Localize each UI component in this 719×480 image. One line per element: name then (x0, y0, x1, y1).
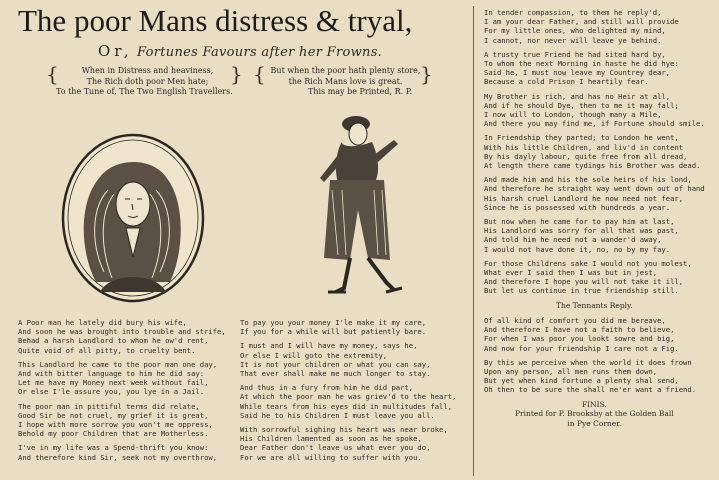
verse-line: A Poor man he lately did bury his wife, (18, 318, 187, 327)
stanza (484, 259, 705, 296)
subtitle-or: Or, (98, 42, 133, 60)
verse-line: Said he to his Children I must leave you all. (240, 410, 435, 420)
verse-line: For those Childrens sake I would not you molest, (484, 258, 692, 268)
reply-heading: The Tennants Reply. (556, 300, 633, 310)
verse-line: Of all kind of comfort you did me bereave, (484, 315, 666, 325)
stanza (240, 425, 456, 462)
stanza (484, 92, 705, 129)
verse-line: And therefore he straight way went down out of hand (484, 184, 705, 194)
verse-line: Quite void of all pitty, to cruelty bent. (18, 345, 196, 355)
imprint-line: Printed for P. Brooksby at the Golden Ball (515, 408, 674, 418)
verse-line: And if he should Dye, then to me it may fall; (484, 100, 679, 110)
verse-line: It is not your children or what you can say, (240, 359, 431, 369)
broadside-subtitle (98, 42, 382, 60)
finis: FINIS. (581, 399, 607, 409)
verse-line: I am your dear Father, and still will provide (484, 17, 679, 27)
verse-line: If you for a while will but patiently bare. (240, 327, 427, 337)
verse-left (60, 66, 235, 87)
verse-right-line: the Rich Mans love is great. (288, 76, 403, 86)
verse-line: But now when he came for to pay him at last, (484, 217, 675, 227)
verse-line: What ever I said then I was but in jest, (484, 268, 658, 278)
verse-line: And told him he need not a wander'd away, (484, 235, 662, 245)
subtitle-text: Fortunes Favours after her Frowns. (137, 45, 383, 60)
tune-line: To the Tune of, The Two English Travellers. (56, 87, 233, 96)
column-divider (473, 6, 474, 476)
verse-line: I would not have done it, no, no by my fay. (484, 244, 671, 254)
verse-line: In Friendship they parted; to London he went, (484, 133, 679, 143)
verse-line: And now for your friendship I care not a Fig. (484, 343, 679, 353)
verse-line: And thus in a fury from him he did part, (240, 383, 414, 393)
left-brace-icon: { (46, 62, 59, 86)
verse-line: And with bitter language to him he did say: (18, 369, 205, 379)
verse-line: And therefore I hope you will not take it ill, (484, 277, 684, 287)
walking-man-woodcut-icon (298, 110, 418, 300)
verse-line: I hope with more sorrow you won't me oppress, (18, 420, 213, 430)
verse-line: This Landlord he came to the poor man one day, (18, 359, 218, 369)
verse-line: To whom the next Morning in haste he did hye: (484, 59, 679, 69)
right-brace-icon: } (230, 62, 243, 86)
verse-line: I cannot, nor never will leave ye behind. (484, 35, 662, 45)
verse-right-line: But when the poor hath plenty store, (270, 66, 421, 75)
verse-left-line: When in Distress and heaviness, (81, 66, 214, 75)
verse-line: I must and I will have my money, says he, (240, 341, 418, 351)
verse-line: Upon any person, all men runs them down, (484, 366, 658, 376)
stanza (484, 8, 705, 45)
stanza (18, 443, 226, 461)
verse-line: Said he, I must now leave my Countrey dear, (484, 68, 671, 78)
stanza (484, 316, 705, 353)
verse-line: A trusty true Friend he had sited hard by, (484, 49, 666, 59)
verse-line: And therefore kind Sir, seek not my overthrow, (18, 452, 218, 462)
verse-line: My Brother is rich, and has no Heir at all, (484, 91, 671, 101)
verse-line: Behold my poor Children that are Motherless. (18, 429, 209, 439)
verse-line: Behad a harsh Landlord to whom he ow'd rent, (18, 336, 209, 346)
verse-line: I now will to London, though many a Mile, (484, 110, 662, 120)
stanza (484, 175, 705, 212)
verse-line: By this we perceive when the world it does frown (484, 357, 692, 367)
verse-line: Because a cold Prison I heartily fear. (484, 77, 649, 87)
verse-line: For my little ones, who delighted my mind, (484, 26, 666, 36)
verse-line: At which the poor man he was griev'd to the heart, (240, 392, 457, 402)
printer-imprint (484, 409, 705, 429)
verse-line: At length there came tydings his Brother was dead. (484, 161, 701, 171)
stanza (484, 358, 705, 395)
verse-right (258, 62, 433, 87)
text-column-middle (240, 318, 456, 467)
verse-line: But let us continue in true friendship still. (484, 286, 679, 296)
verse-line: For when I was poor you lookt sowre and big, (484, 334, 675, 344)
licence-line: This may be Printed, R. P. (308, 87, 412, 96)
verse-line: And there you may find me, if Fortune should smile. (484, 119, 705, 129)
right-brace-icon: } (420, 62, 433, 86)
stanza (240, 318, 456, 336)
verse-line: Or else I will goto the extremity, (240, 350, 388, 360)
verse-line: His Children lamented as soon as he spoke, (240, 434, 422, 444)
verse-line: Or else I'le assure you, you lye in a Jail. (18, 387, 205, 397)
verse-line: With his little Children, and liv'd in content (484, 142, 684, 152)
verse-line: With sorrowful sighing his heart was near broke, (240, 425, 448, 435)
stanza (18, 402, 226, 439)
verse-line: To pay you your money I'le make it my care, (240, 318, 427, 327)
stanza (484, 217, 705, 254)
verse-line: I've in my life was a Spend-thrift you know: (18, 443, 209, 453)
stanza (240, 383, 456, 420)
right-panel (478, 0, 714, 480)
verse-line: And made him and his the sole heirs of his lond, (484, 175, 692, 185)
verse-line: Good Sir be not cruel, my grief it is great, (18, 410, 209, 420)
verse-line: Oh then to be sure the shall ne'er want a friend. (484, 385, 697, 395)
stanza (18, 360, 226, 397)
verse-line: By his dayly labour, quite free from all dread, (484, 151, 688, 161)
verse-line: While tears from his eyes did in multitudes fall, (240, 401, 453, 411)
verse-line: Let me have my Money next week without fail, (18, 378, 209, 388)
verse-line: Dear Father don't leave us what ever you do, (240, 443, 431, 453)
verse-line: That ever shall make me much longer to stay. (240, 369, 431, 379)
verse-line: The poor man in pittiful terms did relate, (18, 401, 200, 411)
broadside-title: The poor Mans distress & tryal, (18, 3, 413, 38)
verse-line: But yet when kind fortune a plenty shal send, (484, 376, 679, 386)
stanza (18, 318, 226, 355)
text-column-right (484, 8, 705, 429)
left-panel (8, 0, 470, 480)
stanza (484, 133, 705, 170)
verse-line: His harsh cruel Landlord he now need not fear, (484, 193, 684, 203)
text-column-left (18, 318, 226, 467)
verse-left-line: The Rich doth poor Men hate; (86, 76, 209, 86)
verse-line: For we are all willing to suffer with you. (240, 452, 422, 462)
verse-line: In tender compassion, to them he reply'd, (484, 8, 662, 17)
stanza (484, 50, 705, 87)
verse-line: And therefore I have not a faith to believe, (484, 325, 675, 335)
left-brace-icon: { (253, 62, 266, 86)
portrait-woodcut-icon (60, 132, 206, 304)
verse-line: Since he is possessed with hundreds a year. (484, 202, 671, 212)
verse-line: His Landlord was sorry for all that was past, (484, 226, 679, 236)
imprint-line: in Pye Corner. (567, 418, 622, 428)
verse-line: And soon he was brought into trouble and strife, (18, 327, 226, 337)
stanza (240, 341, 456, 378)
